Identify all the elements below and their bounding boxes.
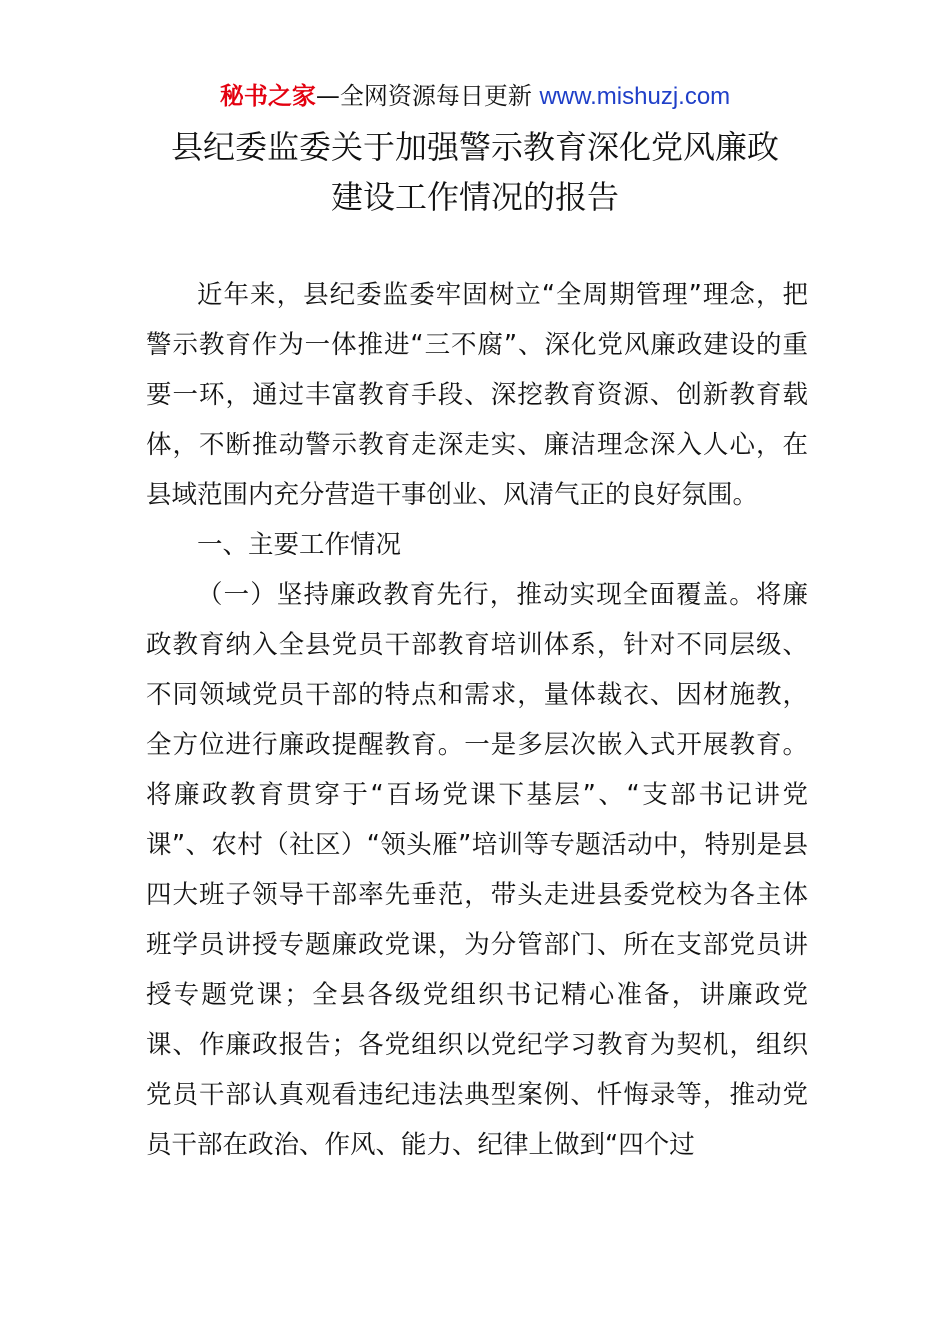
brand-name: 秘书之家 — [219, 82, 316, 110]
subsection-paragraph: （一）坚持廉政教育先行，推动实现全面覆盖。将廉政教育纳入全县党员干部教育培训体系，针对不同层级、不同领域党员干部的特点和需求，量体裁衣、因材施教，全方位进行廉政提醒教育。一是多层次嵌入式开展教育。将廉政教育贯穿于“百场党课下基层”、“支部书记讲党课”、农村（社区）“领头雁”培训等专题活动中，特别是县四大班子领导干部率先垂范，带头走进县委党校为各主体班学员讲授专题廉政党课，为分管部门、所在支部党员讲授专题党课；全县各级党组织书记精心准备，讲廉政党课、作廉政报告；各党组织以党纪学习教育为契机，组织党员干部认真观看违纪违法典型案例、忏悔录等，推动党员干部在政治、作风、能力、纪律上做到“四个过 — [146, 580, 808, 1160]
site-url[interactable]: www.mishuzj.com — [539, 83, 731, 110]
banner-tagline: —全网资源每日更新 — [315, 82, 540, 110]
document-title — [0, 122, 950, 222]
section-heading: 一、主要工作情况 — [197, 530, 402, 560]
title-line-2: 建设工作情况的报告 — [330, 178, 619, 216]
intro-paragraph: 近年来，县纪委监委牢固树立“全周期管理”理念，把警示教育作为一体推进“三不腐”、深化党风廉政建设的重要一环，通过丰富教育手段、深挖教育资源、创新教育载体，不断推动警示教育走深走实、廉洁理念深入人心，在县域范围内充分营造干事创业、风清气正的良好氛围。 — [146, 280, 808, 510]
title-line-1: 县纪委监委关于加强警示教育深化党风廉政 — [170, 128, 779, 166]
document-body — [146, 270, 808, 1170]
site-banner — [0, 80, 950, 113]
